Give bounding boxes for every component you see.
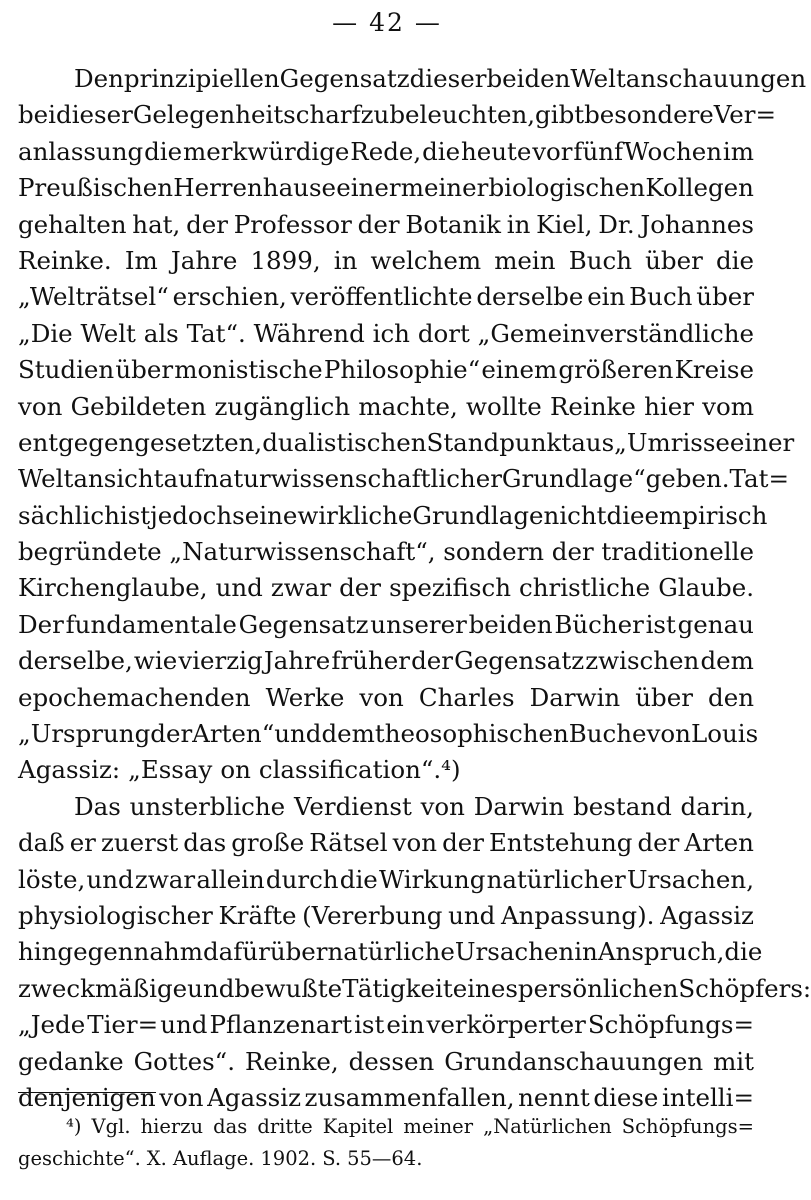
word: „Ursprung [18, 719, 151, 749]
word: Reinke. [18, 245, 112, 275]
word: über [645, 245, 703, 275]
word: Kollegen [645, 173, 754, 203]
word: in [333, 245, 358, 275]
word: „Naturwissenschaft“, [169, 537, 436, 567]
word: beleuchten, [389, 100, 536, 130]
word: fundamentale [65, 609, 237, 639]
word: Gegensatz [279, 64, 410, 93]
word: das [213, 1115, 248, 1138]
word: Gegensatz [238, 609, 369, 639]
word: Schöpfungs= [587, 1010, 754, 1040]
word: Wochen [623, 136, 723, 166]
word: dessen [348, 1046, 435, 1076]
word: Studien [18, 355, 115, 385]
word: spezifisch [389, 573, 511, 603]
word: gibt [535, 100, 585, 130]
word: prinzipiellen [123, 64, 280, 93]
word: Werke [265, 682, 345, 712]
word: durch [265, 864, 339, 894]
word: anlassung [18, 136, 144, 166]
body-line [18, 570, 754, 606]
word: sondern [443, 537, 545, 567]
word: löste, [18, 864, 86, 894]
word: Arten [684, 828, 754, 858]
word: hingegen [18, 937, 134, 967]
footnote-line [18, 1111, 754, 1143]
word: dort [417, 318, 470, 348]
body-line [18, 1007, 754, 1043]
word: epochemachenden [18, 682, 251, 712]
body-line [18, 534, 754, 570]
word: dem [700, 646, 754, 676]
word: beiden [468, 609, 553, 639]
word: ist [354, 1010, 385, 1040]
word: Charles [418, 682, 515, 712]
body-line [18, 971, 811, 1007]
word: zwar [270, 573, 332, 603]
word: biologischen [488, 173, 646, 203]
word: welchem [370, 245, 482, 275]
body-line [18, 61, 807, 97]
word: gedanke [18, 1046, 124, 1076]
word: Auflage. [172, 1147, 255, 1170]
word: „Essay [128, 755, 213, 785]
word: erschien, [172, 282, 287, 312]
word: zweckmäßige [18, 973, 188, 1003]
word: den [708, 682, 754, 712]
word: Jahre [263, 646, 331, 676]
word: verkörperter [426, 1010, 586, 1040]
body-line [18, 643, 754, 679]
body-text [18, 61, 811, 1116]
body-line [18, 170, 754, 206]
word: Preußischen [18, 173, 174, 203]
word: zugänglich [214, 391, 351, 421]
word: „Welträtsel“ [18, 282, 169, 312]
word: von [359, 682, 404, 712]
word: veröffentlichte [290, 282, 473, 312]
word: von [392, 828, 438, 858]
word: der [186, 209, 228, 239]
word: übernatürliche [269, 937, 455, 967]
word: merkwürdige [182, 136, 350, 166]
body-line [18, 134, 754, 170]
word: ich [372, 318, 410, 348]
word: Das [74, 791, 121, 821]
word: über [696, 282, 754, 312]
body-line [18, 752, 754, 788]
word: hierzu [140, 1115, 204, 1138]
word: die [606, 500, 645, 530]
body-line [18, 352, 754, 388]
word: zusammenfallen, [304, 1082, 515, 1112]
word: bestand [573, 791, 672, 821]
word: classification“.⁴) [258, 755, 461, 785]
word: diese [593, 1082, 659, 1112]
word: ein [587, 282, 626, 312]
word: ein [386, 1010, 425, 1040]
word: einem [481, 355, 558, 385]
word: er [69, 828, 96, 858]
word: als [143, 318, 179, 348]
word: Weltanschauungen [570, 64, 807, 93]
word: Tat= [729, 464, 789, 494]
word: nicht [543, 500, 607, 530]
word: Rätsel [309, 828, 388, 858]
word: wie [133, 646, 178, 676]
word: Weltansicht [18, 464, 164, 494]
word: dem [321, 719, 375, 749]
word: empirisch [644, 500, 768, 530]
word: unserer [370, 609, 467, 639]
body-line [18, 934, 763, 970]
word: machte, [358, 391, 458, 421]
word: große [231, 828, 305, 858]
word: auf [163, 464, 203, 494]
word: über [115, 355, 174, 385]
word: Buch [568, 245, 632, 275]
word: der [551, 537, 594, 567]
word: bewußte [234, 973, 343, 1003]
word: (Vererbung [302, 900, 443, 930]
word: traditionelle [601, 537, 754, 567]
word: Anpassung). [500, 900, 655, 930]
word: Grundlage [412, 500, 544, 530]
word: dritte [257, 1115, 313, 1138]
word: entgegengesetzten, [18, 427, 263, 457]
word: Agassiz [207, 1082, 301, 1112]
word: Buch [629, 282, 693, 312]
word: geschichte“. [18, 1147, 141, 1170]
body-line [18, 607, 754, 643]
word: Johannes [640, 209, 754, 239]
body-line [18, 789, 754, 825]
word: Reinke [549, 391, 636, 421]
word: Rede, [350, 136, 422, 166]
word: der [411, 646, 454, 676]
word: zu [360, 100, 390, 130]
word: früher [331, 646, 410, 676]
word: Kiel, [536, 209, 593, 239]
word: X. [146, 1147, 167, 1170]
word: vierzig [178, 646, 263, 676]
word: aus [571, 427, 615, 457]
word: Wirkung [379, 864, 486, 894]
word: Tat“. [186, 318, 246, 348]
word: Standpunkt [426, 427, 572, 457]
word: 55—64. [347, 1147, 423, 1170]
word: Tätigkeit [342, 973, 453, 1003]
word: on [220, 755, 251, 785]
word: Ursachen [454, 937, 575, 967]
word: natürlicher [486, 864, 626, 894]
word: scharf [283, 100, 361, 130]
word: Verdienst [293, 791, 412, 821]
word: besondere [584, 100, 714, 130]
word: darin, [680, 791, 754, 821]
word: hier [644, 391, 694, 421]
word: Grundanschauungen [444, 1046, 704, 1076]
body-line [18, 498, 768, 534]
body-line [18, 716, 759, 752]
word: monistische [174, 355, 323, 385]
word: Arten“ [192, 719, 275, 749]
word: Während [253, 318, 365, 348]
word: hat, [132, 209, 181, 239]
word: naturwissenschaftlicher [202, 464, 502, 494]
word: wollte [466, 391, 542, 421]
word: sächlich [18, 500, 120, 530]
body-line [18, 389, 754, 425]
word: bei [18, 100, 57, 130]
word: „Umrisse [614, 427, 730, 457]
word: einer [729, 427, 795, 457]
word: jedoch [150, 500, 233, 530]
word: dieser [56, 100, 133, 130]
word: die [144, 136, 183, 166]
word: und [448, 900, 496, 930]
word: größeren [558, 355, 674, 385]
word: genau [677, 609, 754, 639]
word: einer [336, 173, 401, 203]
word: Gegensatz [454, 646, 585, 676]
word: Philosophie“ [323, 355, 481, 385]
word: ⁴) [66, 1115, 82, 1138]
word: von [18, 391, 63, 421]
body-line [18, 680, 754, 716]
word: Den [74, 64, 124, 93]
word: Ver= [713, 100, 776, 130]
word: heute [460, 136, 532, 166]
word: Anspruch, [597, 937, 725, 967]
word: wirkliche [297, 500, 413, 530]
word: ist [119, 500, 151, 530]
page-number: — 42 — [332, 8, 442, 37]
word: seine [232, 500, 298, 530]
word: theosophischen [374, 719, 569, 749]
word: Gottes“. [133, 1046, 235, 1076]
word: „Jede [18, 1010, 86, 1040]
word: der [357, 209, 400, 239]
word: 1899, [250, 245, 321, 275]
word: und [160, 1010, 208, 1040]
word: zwischen [585, 646, 700, 676]
word: Kräfte [218, 900, 297, 930]
word: in [506, 209, 531, 239]
word: Der [18, 609, 64, 639]
word: vom [702, 391, 754, 421]
word: derselbe [476, 282, 584, 312]
word: Pflanzenart [209, 1010, 353, 1040]
word: christliche [519, 573, 651, 603]
word: unsterbliche [129, 791, 286, 821]
word: eines [452, 973, 518, 1003]
word: daß [18, 828, 65, 858]
body-line [18, 898, 754, 934]
word: „Die [18, 318, 73, 348]
word: Darwin [473, 791, 565, 821]
word: Im [124, 245, 158, 275]
word: vor [532, 136, 573, 166]
word: und [215, 573, 263, 603]
word: von [646, 719, 691, 749]
word: Agassiz: [18, 755, 121, 785]
word: denjenigen [18, 1082, 156, 1112]
word: Welt [80, 318, 136, 348]
word: in [574, 937, 598, 967]
footnote-separator [18, 1092, 156, 1093]
word: dualistischen [262, 427, 427, 457]
word: und [86, 864, 134, 894]
word: intelli= [661, 1082, 754, 1112]
word: die [339, 864, 378, 894]
word: Louis [690, 719, 759, 749]
body-line [18, 97, 776, 133]
word: zuerst [100, 828, 179, 858]
word: Agassiz [660, 900, 754, 930]
word: Tier= [87, 1010, 159, 1040]
body-line [18, 825, 754, 861]
word: Vgl. [91, 1115, 131, 1138]
word: Professor [233, 209, 352, 239]
word: meiner [403, 1115, 474, 1138]
word: der [637, 828, 680, 858]
word: Reinke, [244, 1046, 339, 1076]
word: Buche [568, 719, 647, 749]
word: Kapitel [322, 1115, 394, 1138]
word: Darwin [529, 682, 621, 712]
word: Schöpfungs= [621, 1115, 754, 1138]
word: Gelegenheit [132, 100, 284, 130]
word: und [274, 719, 322, 749]
body-line [18, 1044, 754, 1080]
word: Glaube. [658, 573, 754, 603]
word: dafür [202, 937, 270, 967]
word: die [724, 937, 763, 967]
word: Botanik [405, 209, 501, 239]
word: 1902. [260, 1147, 317, 1170]
word: mit [713, 1046, 754, 1076]
word: fünf [573, 136, 624, 166]
word: die [715, 245, 754, 275]
word: Dr. [598, 209, 635, 239]
word: „Natürlichen [483, 1115, 612, 1138]
word: S. [322, 1147, 342, 1170]
word: die [422, 136, 461, 166]
body-line [18, 461, 789, 497]
word: „Gemeinverständliche [477, 318, 754, 348]
word: dieser [409, 64, 487, 93]
word: Bücher [554, 609, 644, 639]
word: Herrenhause [173, 173, 337, 203]
footnotes [18, 1111, 754, 1175]
body-line [18, 243, 754, 279]
body-line [18, 207, 754, 243]
word: meiner [400, 173, 489, 203]
word: das [183, 828, 227, 858]
word: geben. [645, 464, 730, 494]
word: der [442, 828, 484, 858]
word: Grundlage“ [501, 464, 646, 494]
word: physiologischer [18, 900, 213, 930]
word: Ursachen, [626, 864, 754, 894]
word: Entstehung [489, 828, 633, 858]
word: Jahre [170, 245, 238, 275]
word: von [420, 791, 465, 821]
word: allein [196, 864, 265, 894]
word: von [159, 1082, 204, 1112]
word: nahm [133, 937, 203, 967]
word: Kreise [674, 355, 754, 385]
word: und [187, 973, 235, 1003]
word: beiden [486, 64, 571, 93]
footnote-line [18, 1143, 754, 1175]
body-line [18, 316, 754, 352]
word: der [150, 719, 193, 749]
word: gehalten [18, 209, 127, 239]
word: Gebildeten [70, 391, 207, 421]
word: Schöpfers: [678, 973, 811, 1003]
body-line [18, 425, 795, 461]
word: Kirchenglaube, [18, 573, 208, 603]
word: der [339, 573, 382, 603]
word: nennt [518, 1082, 590, 1112]
word: derselbe, [18, 646, 133, 676]
word: zwar [134, 864, 196, 894]
word: über [635, 682, 693, 712]
word: persönlichen [517, 973, 679, 1003]
body-line [18, 862, 754, 898]
word: begründete [18, 537, 162, 567]
body-line [18, 279, 754, 315]
word: im [722, 136, 754, 166]
word: ist [645, 609, 676, 639]
word: mein [494, 245, 556, 275]
